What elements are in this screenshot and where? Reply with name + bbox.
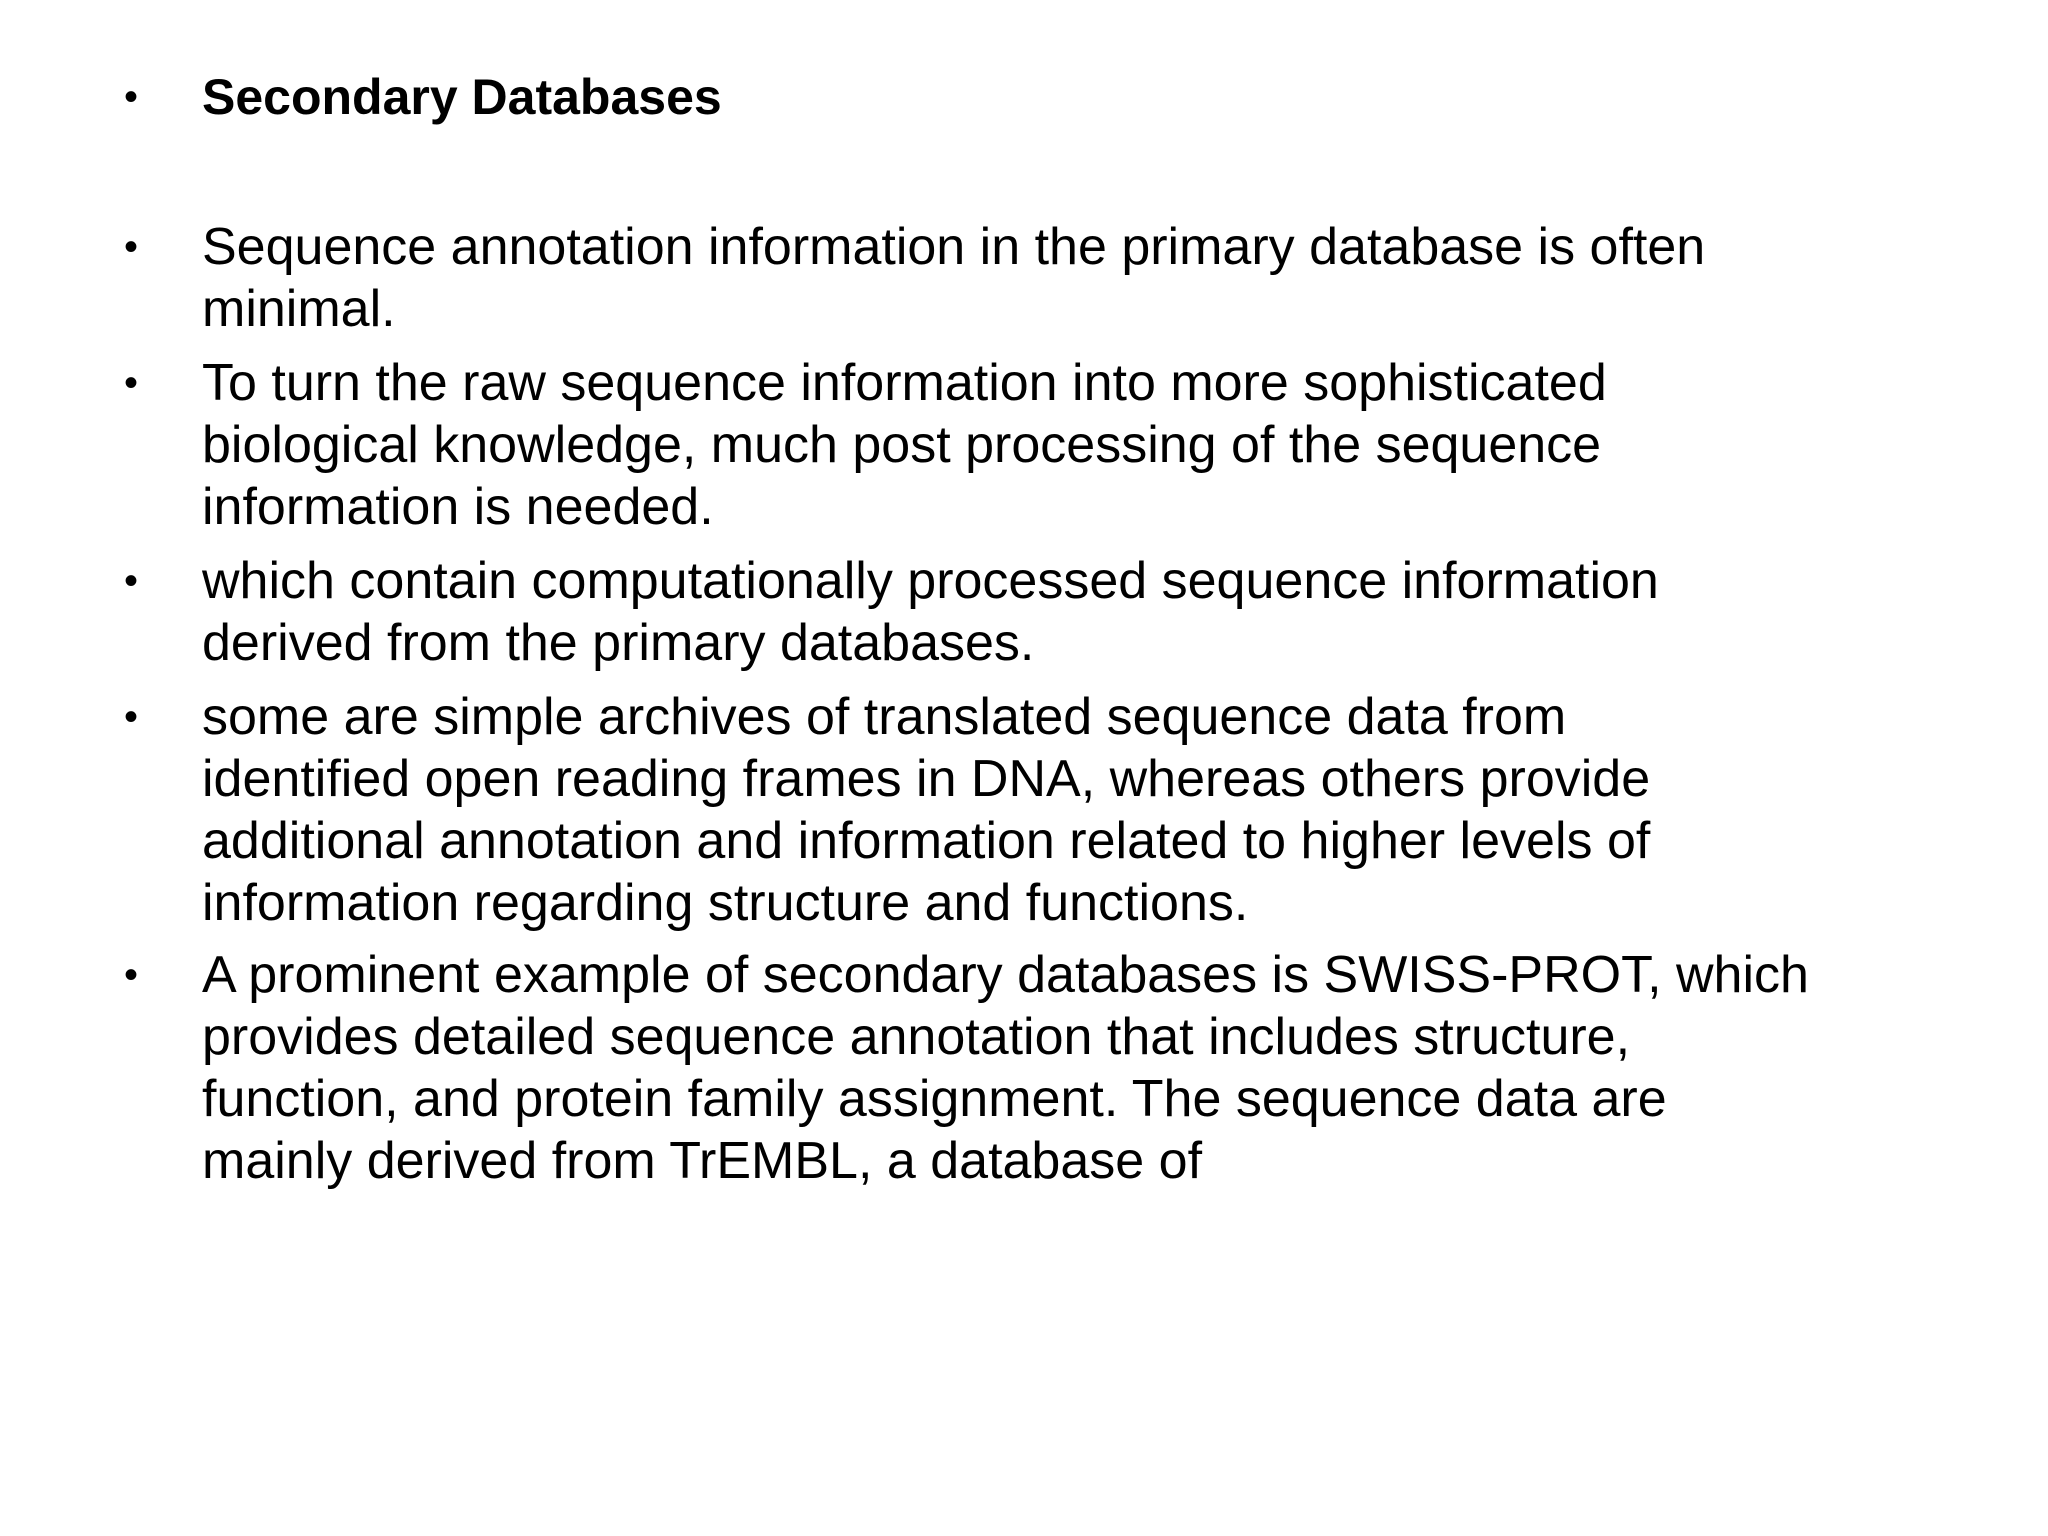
bullet-text (202, 944, 1962, 1192)
bullet-line: derived from the primary databases. (202, 614, 1035, 672)
bullet-line: minimal. (202, 280, 396, 338)
bullet-line: some are simple archives of translated sequence data from (202, 688, 1567, 746)
heading-text (202, 66, 1962, 128)
bullet-line: biological knowledge, much post processing of the sequence (202, 416, 1602, 474)
bullet-line: information is needed. (202, 478, 714, 536)
bullet-line: Sequence annotation information in the primary database is often (202, 218, 1706, 276)
bullet-text (202, 352, 1962, 538)
heading-line: Secondary Databases (202, 69, 722, 125)
bullet-glyph: • (124, 361, 139, 405)
bullet-glyph: • (124, 75, 139, 119)
bullet-line: additional annotation and information related to higher levels of (202, 812, 1651, 870)
bullet-line: which contain computationally processed sequence information (202, 552, 1659, 610)
bullet-line: identified open reading frames in DNA, whereas others provide (202, 750, 1651, 808)
bullet-text (202, 686, 1962, 934)
bullet-text (202, 550, 1962, 674)
bullet-glyph: • (124, 953, 139, 997)
bullet-glyph: • (124, 695, 139, 739)
bullet-line: A prominent example of secondary databases is SWISS-PROT, which (202, 946, 1809, 1004)
bullet-text (202, 216, 1962, 340)
bullet-line: function, and protein family assignment. The sequence data are (202, 1070, 1667, 1128)
bullet-line: information regarding structure and functions. (202, 874, 1249, 932)
bullet-glyph: • (124, 559, 139, 603)
bullet-line: To turn the raw sequence information into more sophisticated (202, 354, 1607, 412)
bullet-line: mainly derived from TrEMBL, a database of (202, 1132, 1203, 1190)
bullet-line: provides detailed sequence annotation that includes structure, (202, 1008, 1631, 1066)
bullet-glyph: • (124, 225, 139, 269)
